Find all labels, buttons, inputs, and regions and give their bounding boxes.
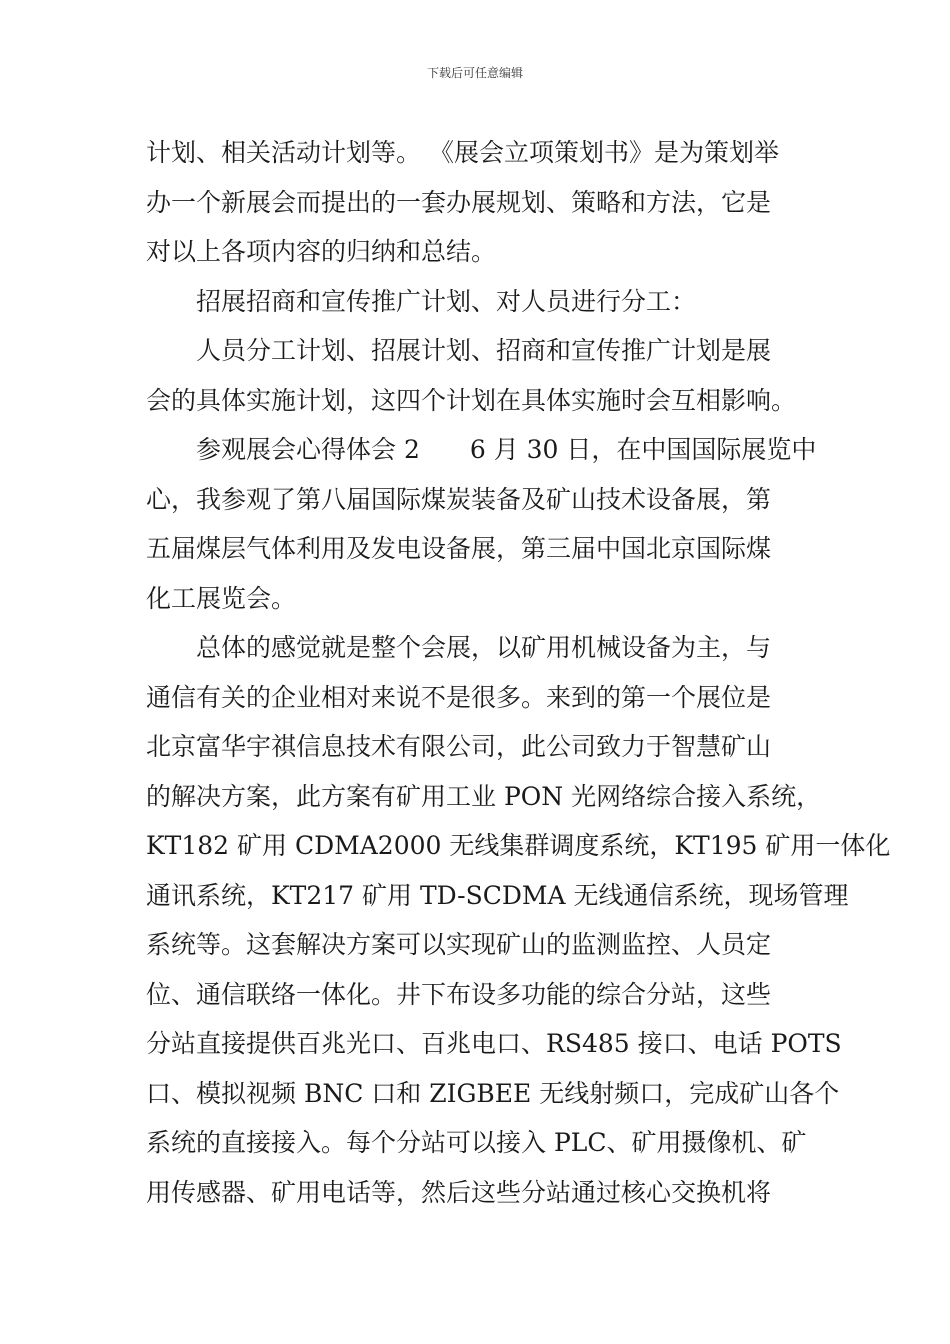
text-line: 化工展览会。 xyxy=(146,583,297,613)
text-line: 会的具体实施计划，这四个计划在具体实施时会互相影响。 xyxy=(146,385,797,415)
text-line: 的解决方案，此方案有矿用工业 PON 光网络综合接入系统， xyxy=(146,781,822,811)
text-line: 总体的感觉就是整个会展，以矿用机械设备为主，与 xyxy=(196,633,772,662)
text-line: 招展招商和宣传推广计划、对人员进行分工： xyxy=(196,286,697,316)
text-line: 计划、相关活动计划等。 《展会立项策划书》是为策划举 xyxy=(146,138,779,167)
text-line: 位、通信联络一体化。井下布设多功能的综合分站，这些 xyxy=(146,979,772,1009)
text-line: 系统等。这套解决方案可以实现矿山的监测监控、人员定 xyxy=(146,930,772,959)
text-line: 分站直接提供百兆光口、百兆电口、RS485 接口、电话 POTS xyxy=(146,1029,842,1058)
text-line: 用传感器、矿用电话等，然后这些分站通过核心交换机将 xyxy=(146,1177,772,1207)
text-line: 通讯系统，KT217 矿用 TD-SCDMA 无线通信系统，现场管理 xyxy=(146,880,849,910)
text-line: 五届煤层气体利用及发电设备展，第三届中国北京国际煤 xyxy=(146,534,772,563)
text-line: 北京富华宇祺信息技术有限公司，此公司致力于智慧矿山 xyxy=(146,732,772,761)
text-line: 人员分工计划、招展计划、招商和宣传推广计划是展 xyxy=(196,336,772,365)
page-header: 下载后可任意编辑 xyxy=(426,66,523,80)
text-line: KT182 矿用 CDMA2000 无线集群调度系统，KT195 矿用一体化 xyxy=(146,831,891,860)
text-line: 参观展会心得体会 2 6 月 30 日，在中国国际展览中 xyxy=(196,435,817,464)
text-line: 对以上各项内容的归纳和总结。 xyxy=(146,237,497,266)
document-body xyxy=(146,128,891,1217)
text-line: 通信有关的企业相对来说不是很多。来到的第一个展位是 xyxy=(146,682,772,712)
text-line: 心，我参观了第八届国际煤炭装备及矿山技术设备展，第 xyxy=(146,484,772,514)
text-line: 口、模拟视频 BNC 口和 ZIGBEE 无线射频口，完成矿山各个 xyxy=(146,1078,840,1108)
text-line: 系统的直接接入。每个分站可以接入 PLC、矿用摄像机、矿 xyxy=(146,1128,807,1157)
text-line: 办一个新展会而提出的一套办展规划、策略和方法，它是 xyxy=(146,187,772,217)
